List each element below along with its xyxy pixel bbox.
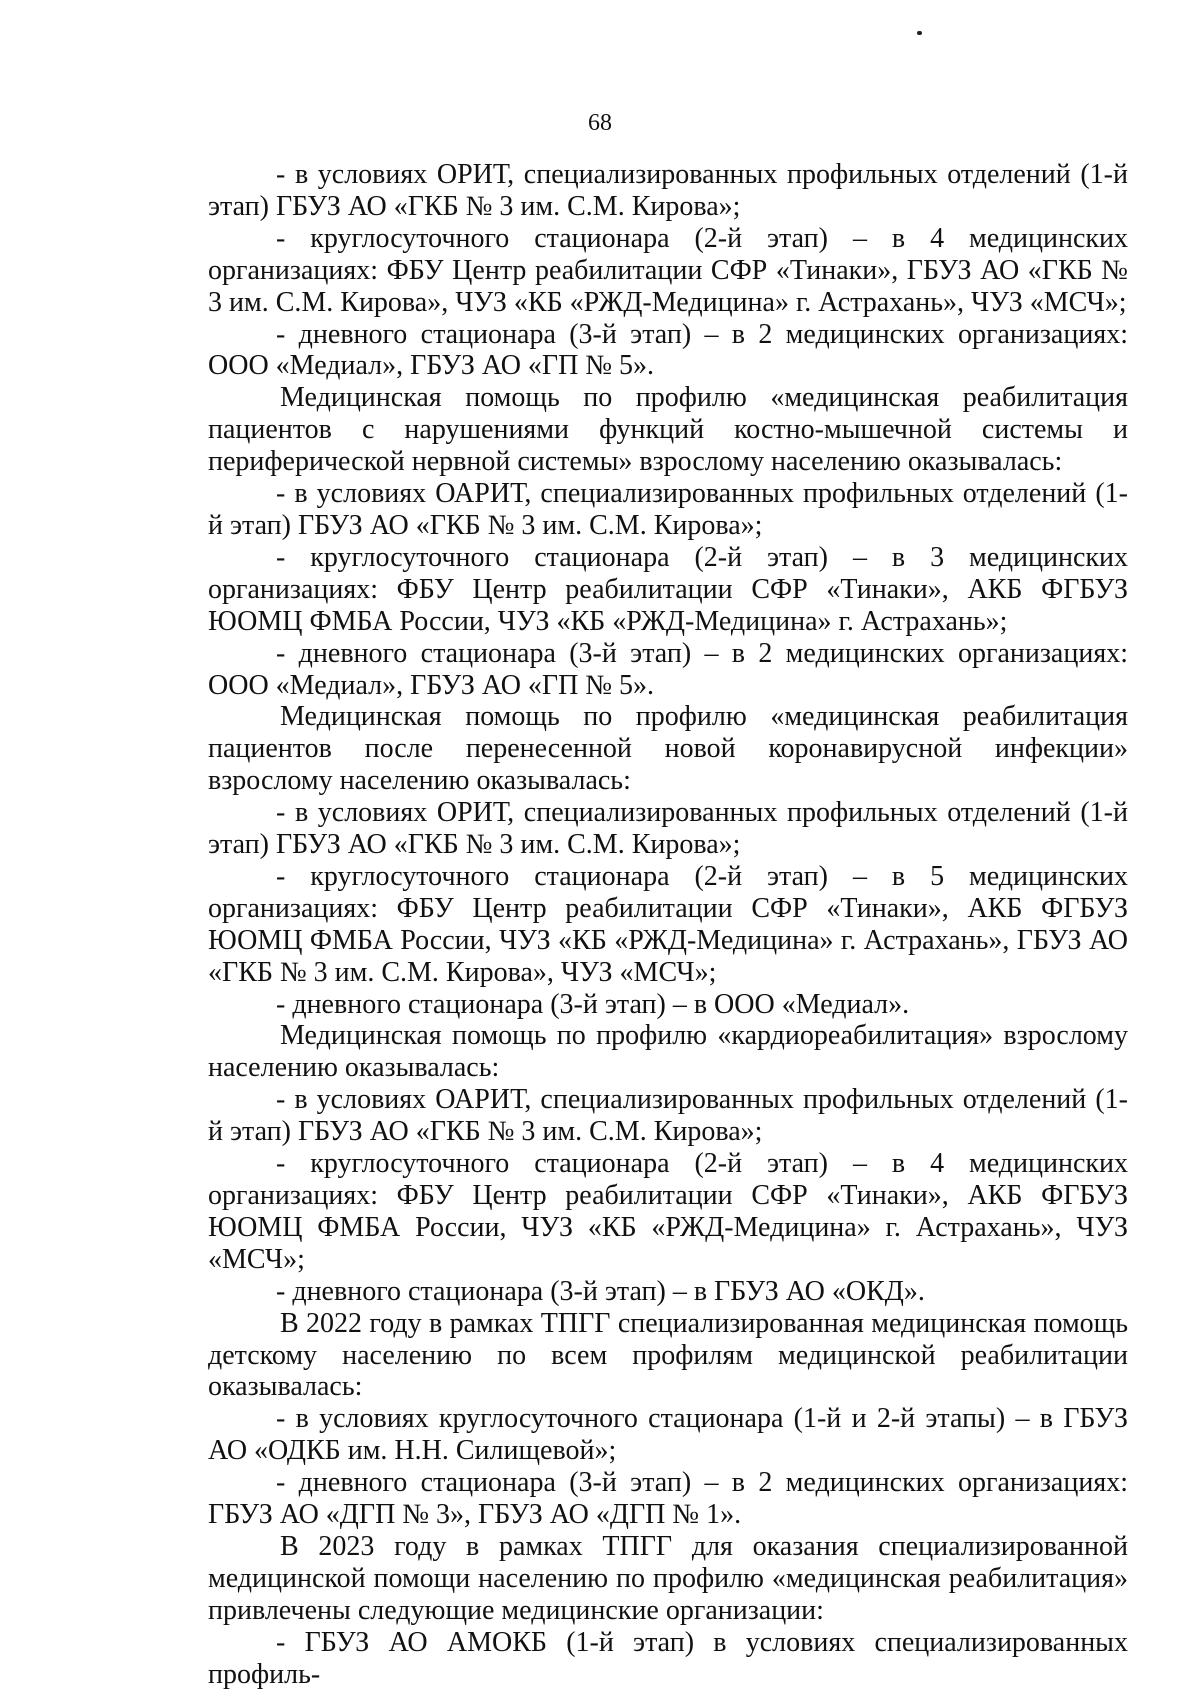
scan-speck [917,31,922,35]
paragraph-cardio-stage-2: - круглосуточного стационара (2-й этап) – в 4 медицинских организациях: ФБУ Центр реабилитации СФР «Тинаки», АКБ ФГБУЗ ЮОМЦ ФМБА России, ЧУЗ «КБ «РЖД-Медицина» г. Астрахань», ЧУЗ «МСЧ»; [208,1148,1128,1275]
paragraph-day-stage-3: - дневного стационара (3-й этап) – в 2 медицинских организациях: ООО «Медиал», ГБУЗ АО «ГП № 5». [208,318,1128,382]
paragraph-musculoskeletal-stage-3: - дневного стационара (3-й этап) – в 2 медицинских организациях: ООО «Медиал», ГБУЗ АО «ГП № 5». [208,637,1128,701]
paragraph-cardio-intro: Медицинская помощь по профилю «кардиореабилитация» взрослому населению оказывалась: [208,1020,1128,1084]
paragraph-2022-children-stage-3: - дневного стационара (3-й этап) – в 2 медицинских организациях: ГБУЗ АО «ДГП № 3», ГБУЗ АО «ДГП № 1». [208,1467,1128,1531]
paragraph-musculoskeletal-stage-2: - круглосуточного стационара (2-й этап) – в 3 медицинских организациях: ФБУ Центр реабилитации СФР «Тинаки», АКБ ФГБУЗ ЮОМЦ ФМБА России, ЧУЗ «КБ «РЖД-Медицина» г. Астрахань»; [208,541,1128,637]
paragraph-cardio-stage-1: - в условиях ОАРИТ, специализированных профильных отделений (1-й этап) ГБУЗ АО «ГКБ № 3 им. С.М. Кирова»; [208,1084,1128,1148]
paragraph-musculoskeletal-intro: Медицинская помощь по профилю «медицинская реабилитация пациентов с нарушениями функций костно-мышечной системы и периферической нервной системы» взрослому населению оказывалась: [208,382,1128,478]
paragraph-round-the-clock-stage-2: - круглосуточного стационара (2-й этап) – в 4 медицинских организациях: ФБУ Центр реабилитации СФР «Тинаки», ГБУЗ АО «ГКБ № 3 им. С.М. Кирова», ЧУЗ «КБ «РЖД-Медицина» г. Астрахань», ЧУЗ «МСЧ»; [208,222,1128,318]
paragraph-covid-intro: Медицинская помощь по профилю «медицинская реабилитация пациентов после перенесенной новой коронавирусной инфекции» взрослому населению оказывалась: [208,701,1128,797]
paragraph-orit-stage-1: - в условиях ОРИТ, специализированных профильных отделений (1-й этап) ГБУЗ АО «ГКБ № 3 им. С.М. Кирова»; [208,159,1128,222]
paragraph-covid-stage-1: - в условиях ОРИТ, специализированных профильных отделений (1-й этап) ГБУЗ АО «ГКБ № 3 им. С.М. Кирова»; [208,797,1128,861]
paragraph-2023-intro: В 2023 году в рамках ТПГГ для оказания специализированной медицинской помощи населению по профилю «медицинская реабилитация» привлечены следующие медицинские организации: [208,1530,1128,1626]
body-text [208,159,1128,1691]
paragraph-covid-stage-2: - круглосуточного стационара (2-й этап) – в 5 медицинских организациях: ФБУ Центр реабилитации СФР «Тинаки», АКБ ФГБУЗ ЮОМЦ ФМБА России, ЧУЗ «КБ «РЖД-Медицина» г. Астрахань», ГБУЗ АО «ГКБ № 3 им. С.М. Кирова», ЧУЗ «МСЧ»; [208,860,1128,988]
paragraph-2023-amokb: - ГБУЗ АО АМОКБ (1-й этап) в условиях специализированных профиль- [208,1626,1128,1690]
paragraph-musculoskeletal-stage-1: - в условиях ОАРИТ, специализированных профильных отделений (1-й этап) ГБУЗ АО «ГКБ № 3 им. С.М. Кирова»; [208,478,1128,541]
paragraph-cardio-stage-3: - дневного стационара (3-й этап) – в ГБУЗ АО «ОКД». [276,1275,925,1307]
page-number: 68 [588,110,612,136]
paragraph-covid-stage-3: - дневного стационара (3-й этап) – в ООО «Медиал». [276,988,910,1020]
paragraph-2022-children-intro: В 2022 году в рамках ТПГГ специализированная медицинская помощь детскому населению по всем профилям медицинской реабилитации оказывалась: [208,1307,1128,1403]
paragraph-2022-children-stage-1-2: - в условиях круглосуточного стационара (1-й и 2-й этапы) – в ГБУЗ АО «ОДКБ им. Н.Н. Силищевой»; [208,1403,1128,1467]
